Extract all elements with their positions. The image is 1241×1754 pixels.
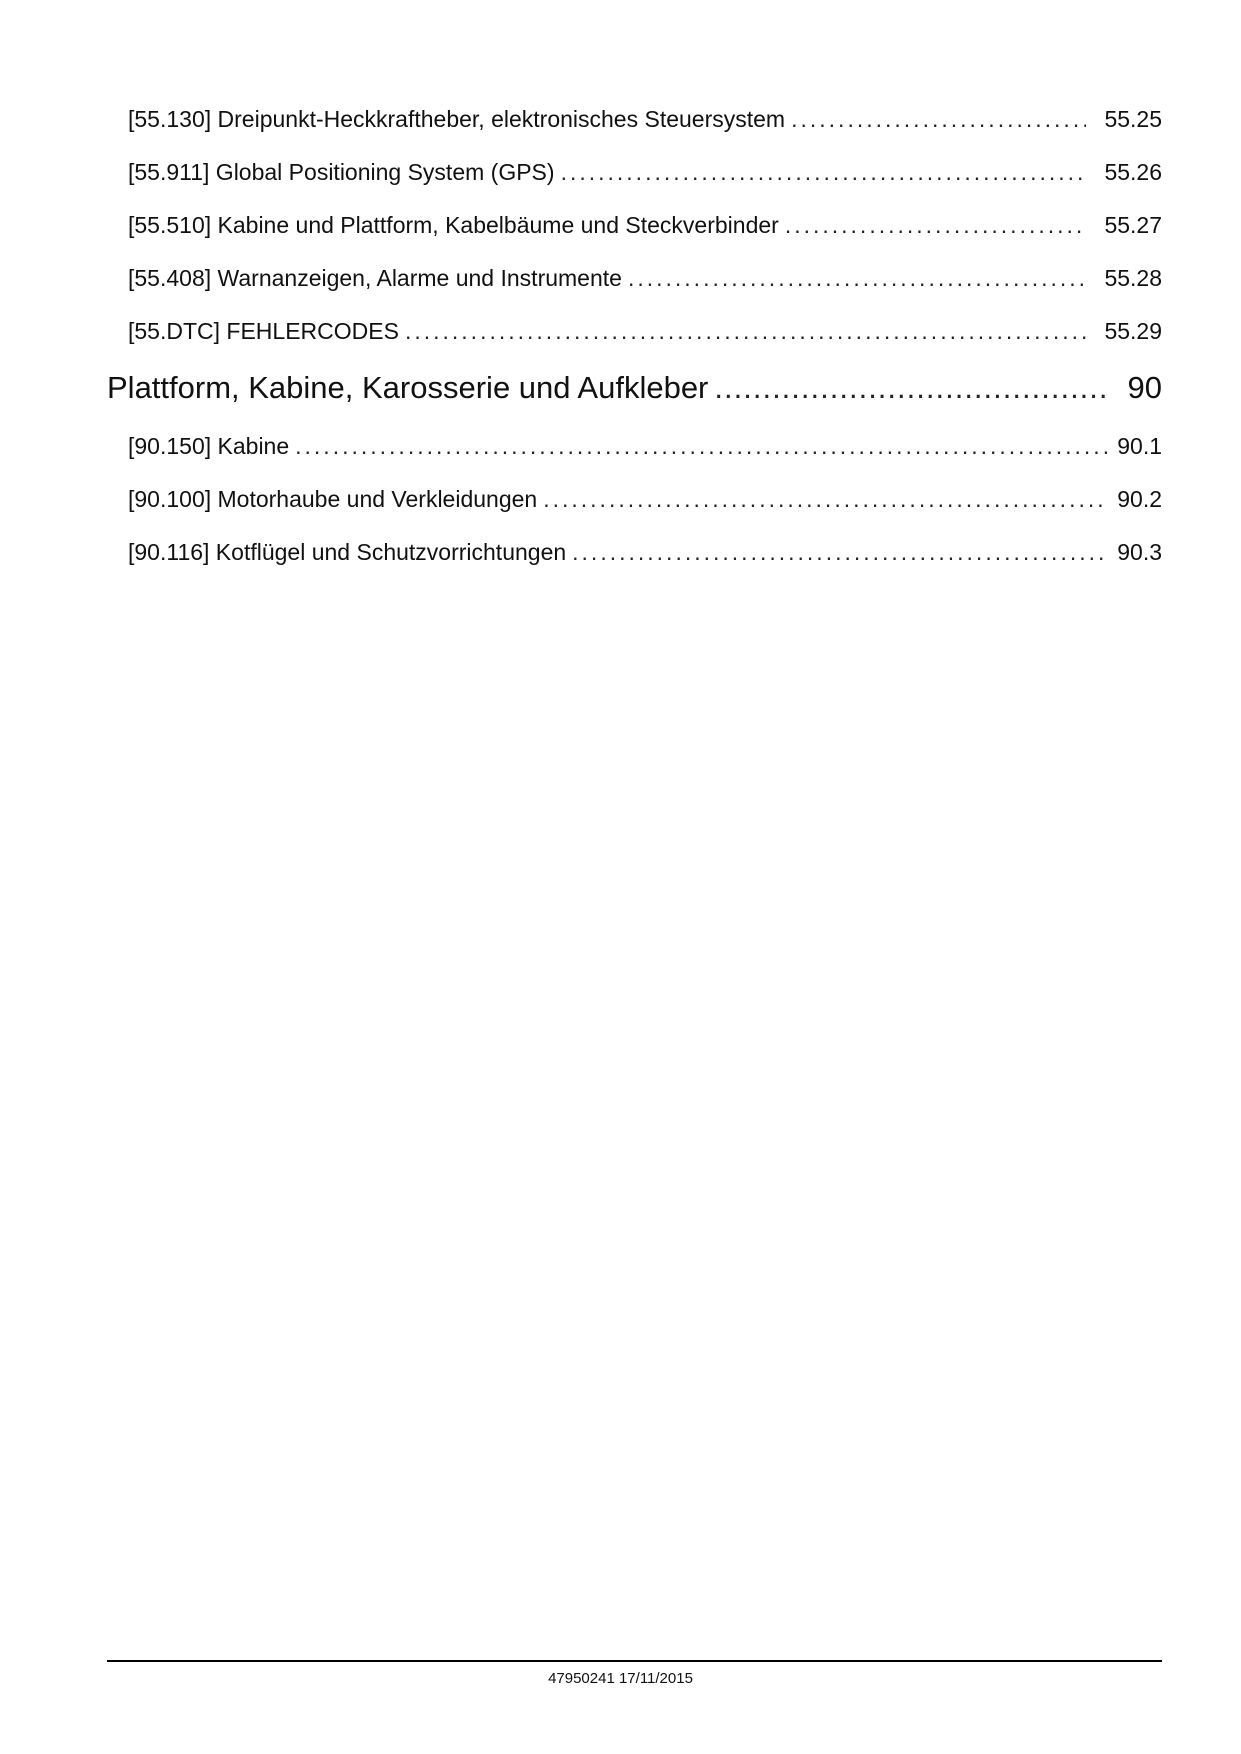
dot-leader bbox=[561, 159, 1086, 186]
dot-leader bbox=[628, 265, 1086, 292]
toc-entry-55-130[interactable] bbox=[128, 106, 1162, 133]
footer-divider bbox=[107, 1660, 1162, 1662]
toc-entry-label: [90.150] Kabine bbox=[128, 433, 290, 459]
toc-entry-page: 55.28 bbox=[1104, 265, 1162, 291]
dot-leader bbox=[295, 433, 1108, 460]
dot-leader bbox=[543, 486, 1108, 513]
toc-entry-page: 90.2 bbox=[1117, 486, 1162, 512]
toc-entry-page: 55.25 bbox=[1104, 106, 1162, 132]
toc-entry-90-116[interactable] bbox=[128, 539, 1162, 566]
toc-entry-55-911[interactable] bbox=[128, 159, 1162, 186]
toc-entry-55-510[interactable] bbox=[128, 212, 1162, 239]
toc-section-90[interactable] bbox=[107, 370, 1162, 406]
toc-entry-90-100[interactable] bbox=[128, 486, 1162, 513]
dot-leader bbox=[785, 212, 1086, 239]
toc-entry-label: [55.DTC] FEHLERCODES bbox=[128, 318, 399, 344]
toc-entry-page: 90.3 bbox=[1117, 539, 1162, 565]
toc-entry-label: [55.408] Warnanzeigen, Alarme und Instrumente bbox=[128, 265, 622, 291]
dot-leader bbox=[714, 370, 1108, 406]
toc-entry-label: [90.100] Motorhaube und Verkleidungen bbox=[128, 486, 538, 512]
toc-entry-label: [90.116] Kotflügel und Schutzvorrichtungen bbox=[128, 539, 567, 565]
footer-document-id: 47950241 17/11/2015 bbox=[548, 1670, 693, 1687]
toc-entry-label: [55.510] Kabine und Plattform, Kabelbäume und Steckverbinder bbox=[128, 212, 779, 238]
toc-entry-page: 55.29 bbox=[1104, 318, 1162, 344]
toc-entry-label: [55.911] Global Positioning System (GPS) bbox=[128, 159, 555, 185]
toc-section-page: 90 bbox=[1127, 370, 1162, 405]
toc-entry-90-150[interactable] bbox=[128, 433, 1162, 460]
toc-entry-55-dtc[interactable] bbox=[128, 318, 1162, 345]
toc-entry-page: 55.27 bbox=[1104, 212, 1162, 238]
toc-entry-label: [55.130] Dreipunkt-Heckkraftheber, elektronisches Steuersystem bbox=[128, 106, 786, 132]
dot-leader bbox=[405, 318, 1086, 345]
toc-section-label: Plattform, Kabine, Karosserie und Aufkleber bbox=[107, 370, 709, 405]
toc-entry-55-408[interactable] bbox=[128, 265, 1162, 292]
dot-leader bbox=[572, 539, 1108, 566]
dot-leader bbox=[791, 106, 1086, 133]
toc-entry-page: 55.26 bbox=[1104, 159, 1162, 185]
toc-entry-page: 90.1 bbox=[1117, 433, 1162, 459]
